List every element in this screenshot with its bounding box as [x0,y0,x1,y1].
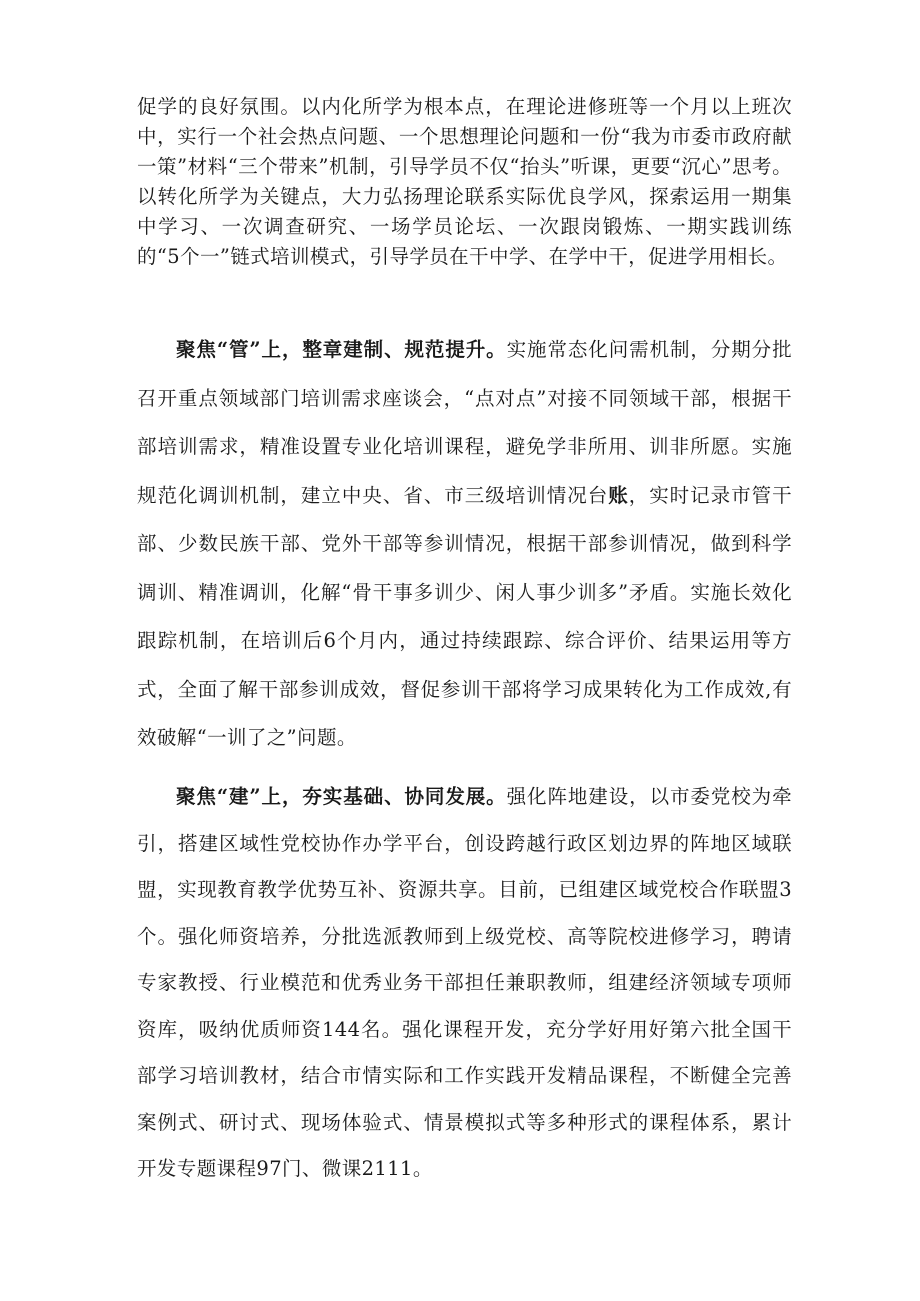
paragraph-3-heading: 聚焦“建”上，夯实基础、协同发展。 [176,785,507,808]
paragraph-1 [137,92,792,272]
paragraph-2-text-a: 实施常态化问需机制，分期分批召开重点领域部门培训需求座谈会，“点对点”对接不同领域干部，根据干部培训需求，精准设置专业化培训课程，避免学非所用、训非所愿。实施规范化调训机制，建立中央、省、市三级培训情况台 [137,338,792,507]
paragraph-2-heading: 聚焦“管”上，整章建制、规范提升。 [176,338,507,361]
paragraph-2-bold-char: 账 [608,483,629,507]
paragraph-2 [137,326,792,763]
paragraph-3-text: 强化阵地建设，以市委党校为牵引，搭建区域性党校协作办学平台，创设跨越行政区划边界的阵地区域联盟，实现教育教学优势互补、资源共享。目前，已组建区域党校合作联盟3个。强化师资培养，分批选派教师到上级党校、高等院校进修学习，聘请专家教授、行业模范和优秀业务干部担任兼职教师，组建经济领域专项师资库，吸纳优质师资144名。强化课程开发，充分学好用好第六批全国干部学习培训教材，结合市情实际和工作实践开发精品课程，不断健全完善案例式、研讨式、现场体验式、情景模拟式等多种形式的课程体系，累计开发专题课程97门、微课2111。 [137,785,792,1180]
paragraph-1-text: 促学的良好氛围。以内化所学为根本点，在理论进修班等一个月以上班次中，实行一个社会热点问题、一个思想理论问题和一份“我为市委市政府献一策”材料“三个带来”机制，引导学员不仅“抬头”听课，更要“沉心”思考。以转化所学为关键点，大力弘扬理论联系实际优良学风，探索运用一期集中学习、一次调查研究、一场学员论坛、一次跟岗锻炼、一期实践训练的“5个一”链式培训模式，引导学员在干中学、在学中干，促进学用相长。 [137,95,792,268]
paragraph-3 [137,774,792,1193]
paragraph-2-text-b: ，实时记录市管干部、少数民族干部、党外干部等参训情况，根据干部参训情况，做到科学调训、精准调训，化解“骨干事多训少、闲人事少训多”矛盾。实施长效化跟踪机制，在培训后6个月内，通过持续跟踪、综合评价、结果运用等方式，全面了解干部参训成效，督促参训干部将学习成果转化为工作成效,有效破解“一训了之”问题。 [137,483,793,749]
